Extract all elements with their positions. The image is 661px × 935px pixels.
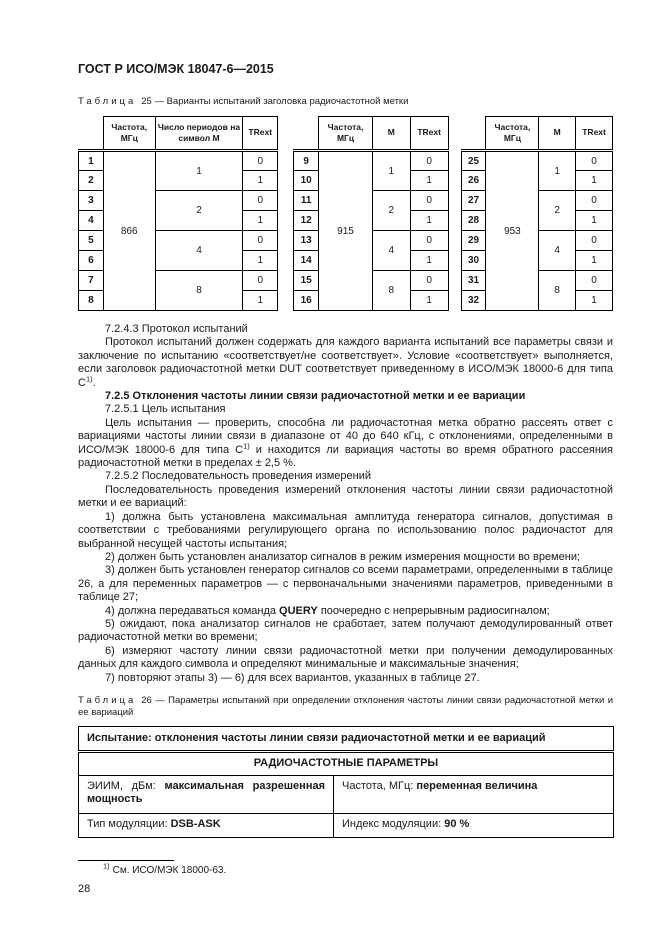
frequency-value: переменная величина xyxy=(416,779,538,792)
freq-column-header: Частота, МГц xyxy=(103,117,155,151)
m-value: 4 xyxy=(155,231,243,271)
modulation-type-label: Тип модуляции: xyxy=(87,817,171,830)
paragraph-sequence-intro: Последовательность проведения измерений отклонения частоты линии связи радиочастотной метки и ее вариаций: xyxy=(78,483,613,510)
trext-value: 0 xyxy=(576,271,613,291)
trext-column-header: TRext xyxy=(576,117,613,151)
variants-table-866 xyxy=(78,116,278,311)
variant-number: 31 xyxy=(461,271,486,291)
eirp-value: максимальная разрешенная мощность xyxy=(87,779,325,806)
table25-caption-text: 25 — Варианты испытаний заголовка радиочастотной метки xyxy=(141,96,409,107)
variants-table-953 xyxy=(461,116,613,311)
measurement-step-7: 7) повторяют этапы 3) — 6) для всех вариантов, указанных в таблице 27. xyxy=(105,671,480,684)
trext-value: 1 xyxy=(243,211,278,231)
m-value: 1 xyxy=(155,151,243,191)
trext-value: 1 xyxy=(243,251,278,271)
trext-value: 1 xyxy=(410,291,448,311)
trext-value: 1 xyxy=(410,211,448,231)
variant-number: 5 xyxy=(79,231,104,251)
eirp-label: ЭИИМ, дБм: xyxy=(87,779,165,792)
trext-value: 0 xyxy=(243,151,278,171)
variant-number: 29 xyxy=(461,231,486,251)
freq-column-header: Частота, МГц xyxy=(319,117,373,151)
empty-header-cell xyxy=(294,117,319,151)
section-heading-7-2-5: 7.2.5 Отклонения частоты линии связи радиочастотной метки и ее вариации xyxy=(105,390,526,403)
trext-value: 1 xyxy=(243,291,278,311)
variant-number: 27 xyxy=(461,191,486,211)
m-value: 2 xyxy=(372,191,410,231)
variant-number: 6 xyxy=(79,251,104,271)
trext-value: 0 xyxy=(576,231,613,251)
modulation-index-value: 90 % xyxy=(444,817,470,830)
m-column-header: М xyxy=(539,117,576,151)
footnote xyxy=(78,862,613,877)
table26-caption-text: 26 — Параметры испытаний при определении отклонения частоты линии связи радиочастотной метки и ее вариаций xyxy=(78,694,613,718)
query-command-label: QUERY xyxy=(279,604,318,617)
section-heading-7-2-5-1: 7.2.5.1 Цель испытания xyxy=(105,403,226,416)
footnote-marker: 1) xyxy=(103,862,110,872)
trext-value: 0 xyxy=(410,191,448,211)
m-value: 8 xyxy=(372,271,410,311)
m-value: 2 xyxy=(155,191,243,231)
m-value: 8 xyxy=(539,271,576,311)
variant-number: 16 xyxy=(294,291,319,311)
variants-table-915 xyxy=(293,116,448,311)
page-title: ГОСТ Р ИСО/МЭК 18047-6—2015 xyxy=(78,62,274,76)
trext-value: 0 xyxy=(576,191,613,211)
footnote-reference: 1) xyxy=(85,373,93,383)
modulation-index-label: Индекс модуляции: xyxy=(342,817,445,830)
paragraph-text: Цель испытания — проверить, способна ли радиочастотная метка обратно рассеять ответ с вариациями частоты линии связи в диапазоне от 40 до 640 кГц, с отклонениями, определенными в ИСО/МЭК 18000-6 для типа С xyxy=(78,416,613,456)
empty-header-cell xyxy=(461,117,486,151)
trext-value: 0 xyxy=(410,271,448,291)
paragraph-text: 4) должна передаваться команда xyxy=(105,604,280,617)
table25-caption-word: Таблица xyxy=(78,96,137,107)
trext-value: 1 xyxy=(410,251,448,271)
measurement-step-2: 2) должен быть установлен анализатор сигналов в режим измерения мощности во времени; xyxy=(105,550,581,563)
m-column-header: Число периодов на символ М xyxy=(155,117,243,151)
variant-number: 7 xyxy=(79,271,104,291)
variant-number: 9 xyxy=(294,151,319,171)
variant-number: 28 xyxy=(461,211,486,231)
frequency-value: 866 xyxy=(103,151,155,311)
trext-value: 0 xyxy=(243,271,278,291)
variant-number: 3 xyxy=(79,191,104,211)
trext-value: 1 xyxy=(576,211,613,231)
table25-group xyxy=(78,116,613,311)
trext-column-header: TRext xyxy=(410,117,448,151)
measurement-step-5: 5) ожидают, пока анализатор сигналов не сработает, затем получают демодулированный ответ радиочастотной метки во времени; xyxy=(78,617,613,644)
section-heading-7-2-5-2: 7.2.5.2 Последовательность проведения измерений xyxy=(105,470,372,483)
variant-number: 32 xyxy=(461,291,486,311)
modulation-type-value: DSB-ASK xyxy=(170,817,221,830)
table26-caption-word: Таблица xyxy=(78,694,137,706)
section-heading-7-2-4-3: 7.2.4.3 Протокол испытаний xyxy=(105,323,248,335)
variant-number: 12 xyxy=(294,211,319,231)
frequency-label: Частота, МГц: xyxy=(342,779,417,792)
trext-value: 0 xyxy=(410,231,448,251)
trext-value: 0 xyxy=(576,151,613,171)
frequency-cell xyxy=(334,775,614,813)
trext-value: 0 xyxy=(410,151,448,171)
m-value: 2 xyxy=(539,191,576,231)
m-column-header: М xyxy=(372,117,410,151)
variant-number: 4 xyxy=(79,211,104,231)
trext-value: 1 xyxy=(576,291,613,311)
modulation-index-cell xyxy=(334,813,614,838)
trext-value: 0 xyxy=(243,231,278,251)
trext-value: 1 xyxy=(576,171,613,191)
footnote-text: См. ИСО/МЭК 18000-63. xyxy=(112,865,227,877)
variant-number: 11 xyxy=(294,191,319,211)
page-number: 28 xyxy=(78,883,91,896)
m-value: 8 xyxy=(155,271,243,311)
paragraph-text: . xyxy=(92,376,96,389)
trext-value: 1 xyxy=(243,171,278,191)
measurement-step-4 xyxy=(78,605,613,618)
eirp-cell xyxy=(79,775,334,813)
paragraph-test-goal xyxy=(78,417,613,471)
freq-column-header: Частота, МГц xyxy=(486,117,539,151)
trext-value: 0 xyxy=(243,191,278,211)
variant-number: 30 xyxy=(461,251,486,271)
m-value: 4 xyxy=(539,231,576,271)
footnote-rule xyxy=(78,860,174,861)
measurement-step-6: 6) измеряют частоту линии связи радиочастотной метки при получении демодулированных данных для каждого символа и определяют минимальные и максимальные значения; xyxy=(78,644,613,671)
measurement-step-3: 3) должен быть установлен генератор сигналов со всеми параметрами, определенными в таблице 26, а для переменных параметров — с первоначальными значениями параметров, приведенными в таблице 27; xyxy=(78,564,613,604)
variant-number: 25 xyxy=(461,151,486,171)
m-value: 4 xyxy=(372,231,410,271)
trext-value: 1 xyxy=(576,251,613,271)
m-value: 1 xyxy=(372,151,410,191)
variant-number: 26 xyxy=(461,171,486,191)
table25-caption xyxy=(78,96,613,108)
paragraph-text: Протокол испытаний должен содержать для каждого варианта испытаний все параметры связи и заключение по испытанию «соответствует/не соответствует». Условие «соответствует» выполняется, если заголовок радиочастотной метки DUT соответствует приведенному в ИСО/МЭК 18000-6 для типа С xyxy=(78,336,613,389)
variant-number: 10 xyxy=(294,171,319,191)
trext-value: 1 xyxy=(410,171,448,191)
variant-number: 15 xyxy=(294,271,319,291)
paragraph-text: и находится ли вариация частоты во время обратного рассеяния радиочастотной метки в пределах ± 2,5 %. xyxy=(78,443,613,470)
test-name-cell: Испытание: отклонения частоты линии связи радиочастотной метки и ее вариаций xyxy=(79,726,614,752)
paragraph-text: поочередно с непрерывным радиосигналом; xyxy=(317,604,550,617)
frequency-value: 953 xyxy=(486,151,539,311)
variant-number: 13 xyxy=(294,231,319,251)
frequency-value: 915 xyxy=(319,151,373,311)
rf-parameters-header-cell: РАДИОЧАСТОТНЫЕ ПАРАМЕТРЫ xyxy=(79,752,614,776)
variant-number: 1 xyxy=(79,151,104,171)
table26-caption xyxy=(78,695,613,719)
measurement-step-1: 1) должна быть установлена максимальная амплитуда генератора сигналов, допустимая в соответствии с требованиями регулирующего органа по использованию полос радиочастот для выбранной несущей частоты испытания; xyxy=(78,510,613,550)
trext-column-header: TRext xyxy=(243,117,278,151)
variant-number: 8 xyxy=(79,291,104,311)
m-value: 1 xyxy=(539,151,576,191)
variant-number: 14 xyxy=(294,251,319,271)
empty-header-cell xyxy=(79,117,104,151)
paragraph-protocol xyxy=(78,336,613,390)
modulation-type-cell xyxy=(79,813,334,838)
test-parameters-table xyxy=(78,726,614,839)
variant-number: 2 xyxy=(79,171,104,191)
footnote-reference: 1) xyxy=(243,441,250,450)
